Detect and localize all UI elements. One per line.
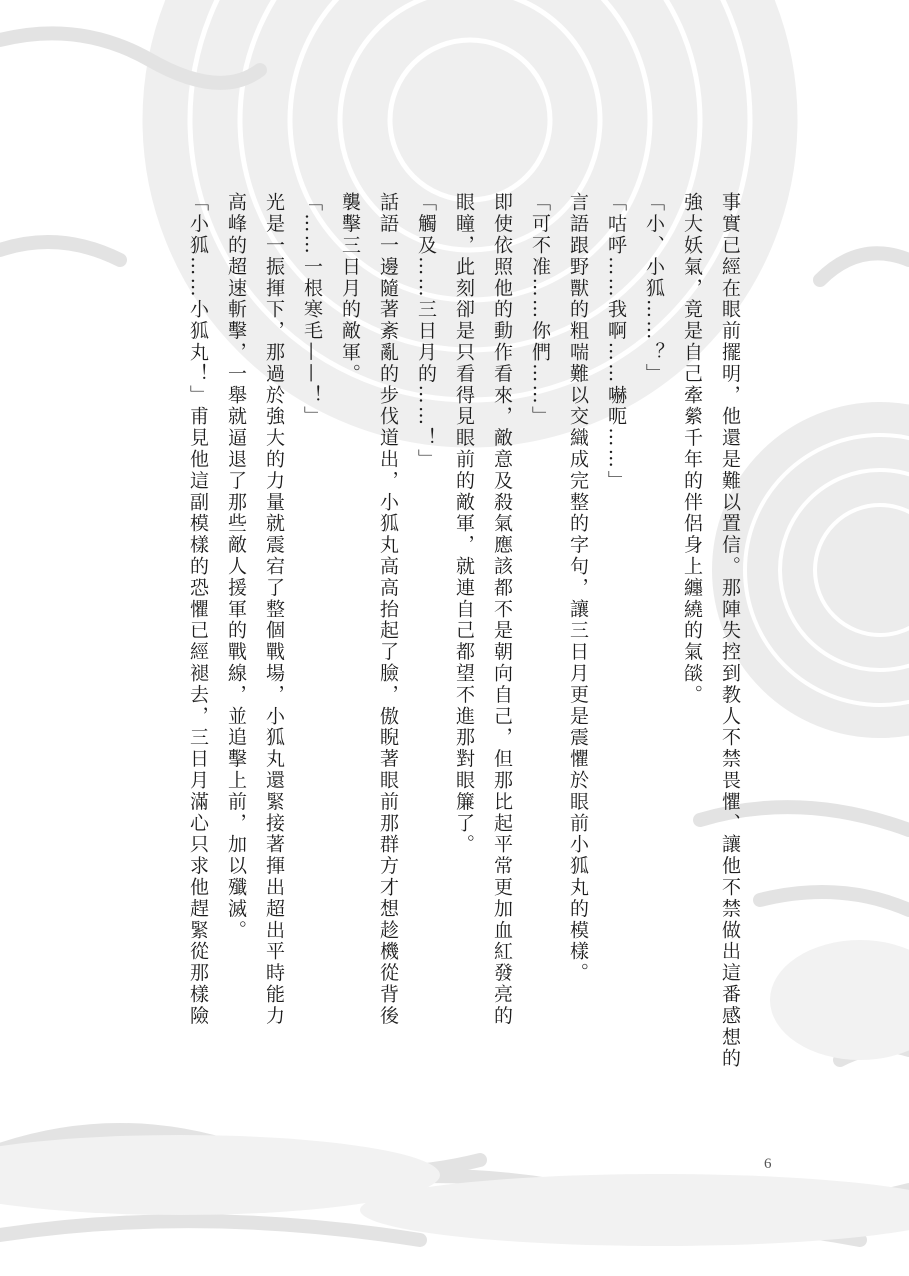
text-line: 「觸及……三日月的……！」: [415, 192, 437, 471]
text-line: 「可不准……你們……」: [529, 192, 551, 428]
text-line: 高峰的超速斬擊，一舉就逼退了那些敵人援軍的戰線，並追擊上前，加以殲滅。: [225, 192, 247, 941]
text-line: 襲擊三日月的敵軍。: [339, 192, 361, 385]
text-line: 話語一邊隨著紊亂的步伐道出，小狐丸高高抬起了臉，傲睨著眼前那群方才想趁機從背後: [377, 192, 399, 1027]
text-line: 即使依照他的動作看來，敵意及殺氣應該都不是朝向自己，但那比起平常更加血紅發亮的: [491, 192, 513, 1027]
text-line: 言語跟野獸的粗喘難以交織成完整的字句，讓三日月更是震懼於眼前小狐丸的模樣。: [567, 192, 589, 984]
text-line: 「小、小狐……？」: [643, 192, 665, 385]
text-line: 「咕呼……我啊……嚇呃……」: [605, 192, 627, 492]
vertical-text-body: [179, 192, 749, 1132]
text-line: 「……一根寒毛——！」: [301, 192, 323, 428]
page-number: 6: [764, 1156, 772, 1172]
text-line: 強大妖氣，竟是自己牽縈千年的伴侶身上纏繞的氣燄。: [681, 192, 703, 706]
text-line: 光是一振揮下，那過於強大的力量就震宕了整個戰場，小狐丸還緊接著揮出超出平時能力: [263, 192, 285, 1027]
text-line: 事實已經在眼前擺明，他還是難以置信。那陣失控到教人不禁畏懼、讓他不禁做出這番感想的: [719, 192, 741, 1070]
text-line: 眼瞳，此刻卻是只看得見眼前的敵軍，就連自己都望不進那對眼簾了。: [453, 192, 475, 856]
text-line: 「小狐……小狐丸！」甫見他這副模樣的恐懼已經褪去，三日月滿心只求他趕緊從那樣險: [187, 192, 209, 1027]
